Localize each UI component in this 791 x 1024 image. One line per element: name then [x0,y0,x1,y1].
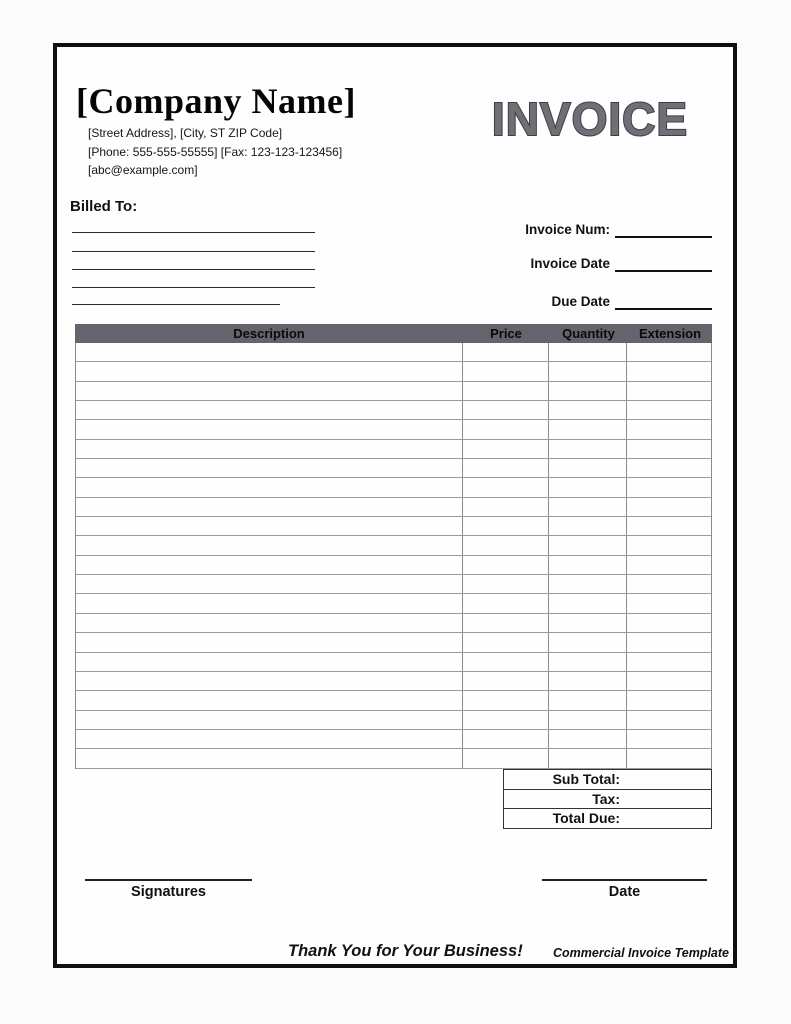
table-cell-description[interactable] [76,711,463,729]
table-cell-price[interactable] [463,594,549,612]
table-cell-description[interactable] [76,498,463,516]
table-cell-quantity[interactable] [549,556,628,574]
total-due-label: Total Due: [552,810,620,827]
table-cell-quantity[interactable] [549,401,628,419]
table-row [76,343,711,362]
company-address [88,124,342,180]
company-email: [abc@example.com] [88,163,198,177]
table-cell-quantity[interactable] [549,594,628,612]
tax-label: Tax: [592,790,620,807]
billed-to-line-2[interactable] [72,251,315,252]
table-cell-extension[interactable] [627,653,711,671]
table-cell-quantity[interactable] [549,362,628,380]
table-cell-quantity[interactable] [549,478,628,496]
table-cell-description[interactable] [76,575,463,593]
table-cell-extension[interactable] [627,672,711,690]
table-cell-quantity[interactable] [549,614,628,632]
table-cell-quantity[interactable] [549,691,628,709]
table-cell-price[interactable] [463,633,549,651]
table-cell-extension[interactable] [627,556,711,574]
table-cell-quantity[interactable] [549,711,628,729]
invoice-title: INVOICE [491,93,689,145]
table-cell-price[interactable] [463,556,549,574]
table-row [76,420,711,439]
table-cell-description[interactable] [76,730,463,748]
table-row [76,749,711,768]
table-cell-quantity[interactable] [549,730,628,748]
table-cell-price[interactable] [463,401,549,419]
table-row [76,730,711,749]
table-cell-extension[interactable] [627,517,711,535]
table-row [76,672,711,691]
table-cell-extension[interactable] [627,343,711,361]
table-row [76,691,711,710]
table-cell-price[interactable] [463,517,549,535]
table-cell-quantity[interactable] [549,749,628,767]
billed-to-line-3[interactable] [72,269,315,270]
table-cell-description[interactable] [76,633,463,651]
total-due-row [503,809,712,829]
invoice-num-row [525,220,712,238]
table-cell-extension[interactable] [627,498,711,516]
billed-to-line-4[interactable] [72,287,315,288]
subtotal-row [503,770,712,790]
table-cell-extension[interactable] [627,440,711,458]
invoice-num-label: Invoice Num: [525,222,610,237]
table-cell-price[interactable] [463,440,549,458]
table-row [76,556,711,575]
table-cell-extension[interactable] [627,459,711,477]
table-cell-extension[interactable] [627,401,711,419]
table-cell-quantity[interactable] [549,536,628,554]
total-due-value-field[interactable] [620,809,711,828]
invoice-num-field[interactable] [615,224,712,238]
invoice-date-field[interactable] [615,258,712,272]
due-date-label: Due Date [551,294,610,309]
billed-to-label: Billed To: [70,198,138,215]
table-cell-extension[interactable] [627,420,711,438]
footer-thanks-message: Thank You for Your Business! [288,942,523,960]
table-row [76,498,711,517]
table-cell-extension[interactable] [627,614,711,632]
column-header-description: Description [233,326,305,341]
invoice-date-row [530,254,712,272]
totals-box [503,769,712,829]
table-cell-price[interactable] [463,362,549,380]
table-cell-price[interactable] [463,382,549,400]
table-cell-price[interactable] [463,653,549,671]
company-phone-fax: [Phone: 555-555-55555] [Fax: 123-123-123456] [88,144,343,159]
table-cell-extension[interactable] [627,362,711,380]
table-cell-price[interactable] [463,691,549,709]
signature-line[interactable] [85,879,252,881]
table-row [76,711,711,730]
billed-to-line-1[interactable] [72,232,315,233]
table-row [76,575,711,594]
table-cell-extension[interactable] [627,478,711,496]
table-cell-price[interactable] [463,459,549,477]
table-cell-price[interactable] [463,711,549,729]
table-cell-quantity[interactable] [549,459,628,477]
table-cell-quantity[interactable] [549,633,628,651]
table-row [76,614,711,633]
table-header-row [75,324,712,343]
table-cell-description[interactable] [76,536,463,554]
signature-label: Signatures [131,884,206,900]
table-cell-price[interactable] [463,498,549,516]
table-cell-description[interactable] [76,420,463,438]
subtotal-label: Sub Total: [552,771,620,788]
company-street: [Street Address], [City, ST ZIP Code] [88,126,283,140]
due-date-row [551,292,712,310]
table-row [76,459,711,478]
date-line[interactable] [542,879,707,881]
invoice-table-body [75,343,712,769]
subtotal-value-field[interactable] [620,770,711,789]
table-row [76,633,711,652]
table-cell-quantity[interactable] [549,575,628,593]
table-cell-extension[interactable] [627,711,711,729]
table-row [76,478,711,497]
table-row [76,536,711,555]
table-cell-description[interactable] [76,517,463,535]
table-cell-price[interactable] [463,575,549,593]
company-name: [Company Name] [76,81,356,121]
table-cell-price[interactable] [463,343,549,361]
table-row [76,401,711,420]
table-cell-description[interactable] [76,440,463,458]
table-cell-description[interactable] [76,382,463,400]
table-row [76,362,711,381]
table-cell-description[interactable] [76,653,463,671]
column-header-extension: Extension [638,326,702,341]
table-cell-price[interactable] [463,614,549,632]
table-cell-description[interactable] [76,691,463,709]
tax-row [503,790,712,810]
table-cell-extension[interactable] [627,691,711,709]
table-cell-quantity[interactable] [549,653,628,671]
line-items-table [75,324,712,769]
table-cell-description[interactable] [76,749,463,767]
column-header-price: Price [490,326,522,341]
footer-template-name: Commercial Invoice Template [553,946,729,960]
table-row [76,440,711,459]
table-cell-price[interactable] [463,536,549,554]
table-cell-price[interactable] [463,672,549,690]
table-cell-description[interactable] [76,556,463,574]
billed-to-line-5[interactable] [72,304,280,305]
table-cell-price[interactable] [463,478,549,496]
table-cell-description[interactable] [76,459,463,477]
table-cell-price[interactable] [463,749,549,767]
table-row [76,594,711,613]
table-cell-price[interactable] [463,730,549,748]
table-cell-extension[interactable] [627,730,711,748]
table-row [76,517,711,536]
table-cell-quantity[interactable] [549,343,628,361]
table-cell-quantity[interactable] [549,382,628,400]
table-cell-extension[interactable] [627,575,711,593]
date-label: Date [608,884,641,900]
table-cell-quantity[interactable] [549,440,628,458]
table-cell-description[interactable] [76,343,463,361]
table-cell-quantity[interactable] [549,498,628,516]
table-cell-description[interactable] [76,594,463,612]
table-cell-quantity[interactable] [549,420,628,438]
tax-value-field[interactable] [620,790,711,809]
table-cell-extension[interactable] [627,594,711,612]
table-row [76,653,711,672]
table-cell-quantity[interactable] [549,517,628,535]
table-row [76,382,711,401]
table-cell-description[interactable] [76,362,463,380]
table-cell-price[interactable] [463,420,549,438]
table-cell-description[interactable] [76,672,463,690]
invoice-date-label: Invoice Date [530,256,610,271]
table-cell-description[interactable] [76,401,463,419]
table-cell-description[interactable] [76,614,463,632]
table-cell-extension[interactable] [627,749,711,767]
table-cell-description[interactable] [76,478,463,496]
due-date-field[interactable] [615,296,712,310]
column-header-quantity: Quantity [562,326,615,341]
table-cell-quantity[interactable] [549,672,628,690]
table-cell-extension[interactable] [627,536,711,554]
table-cell-extension[interactable] [627,382,711,400]
table-cell-extension[interactable] [627,633,711,651]
